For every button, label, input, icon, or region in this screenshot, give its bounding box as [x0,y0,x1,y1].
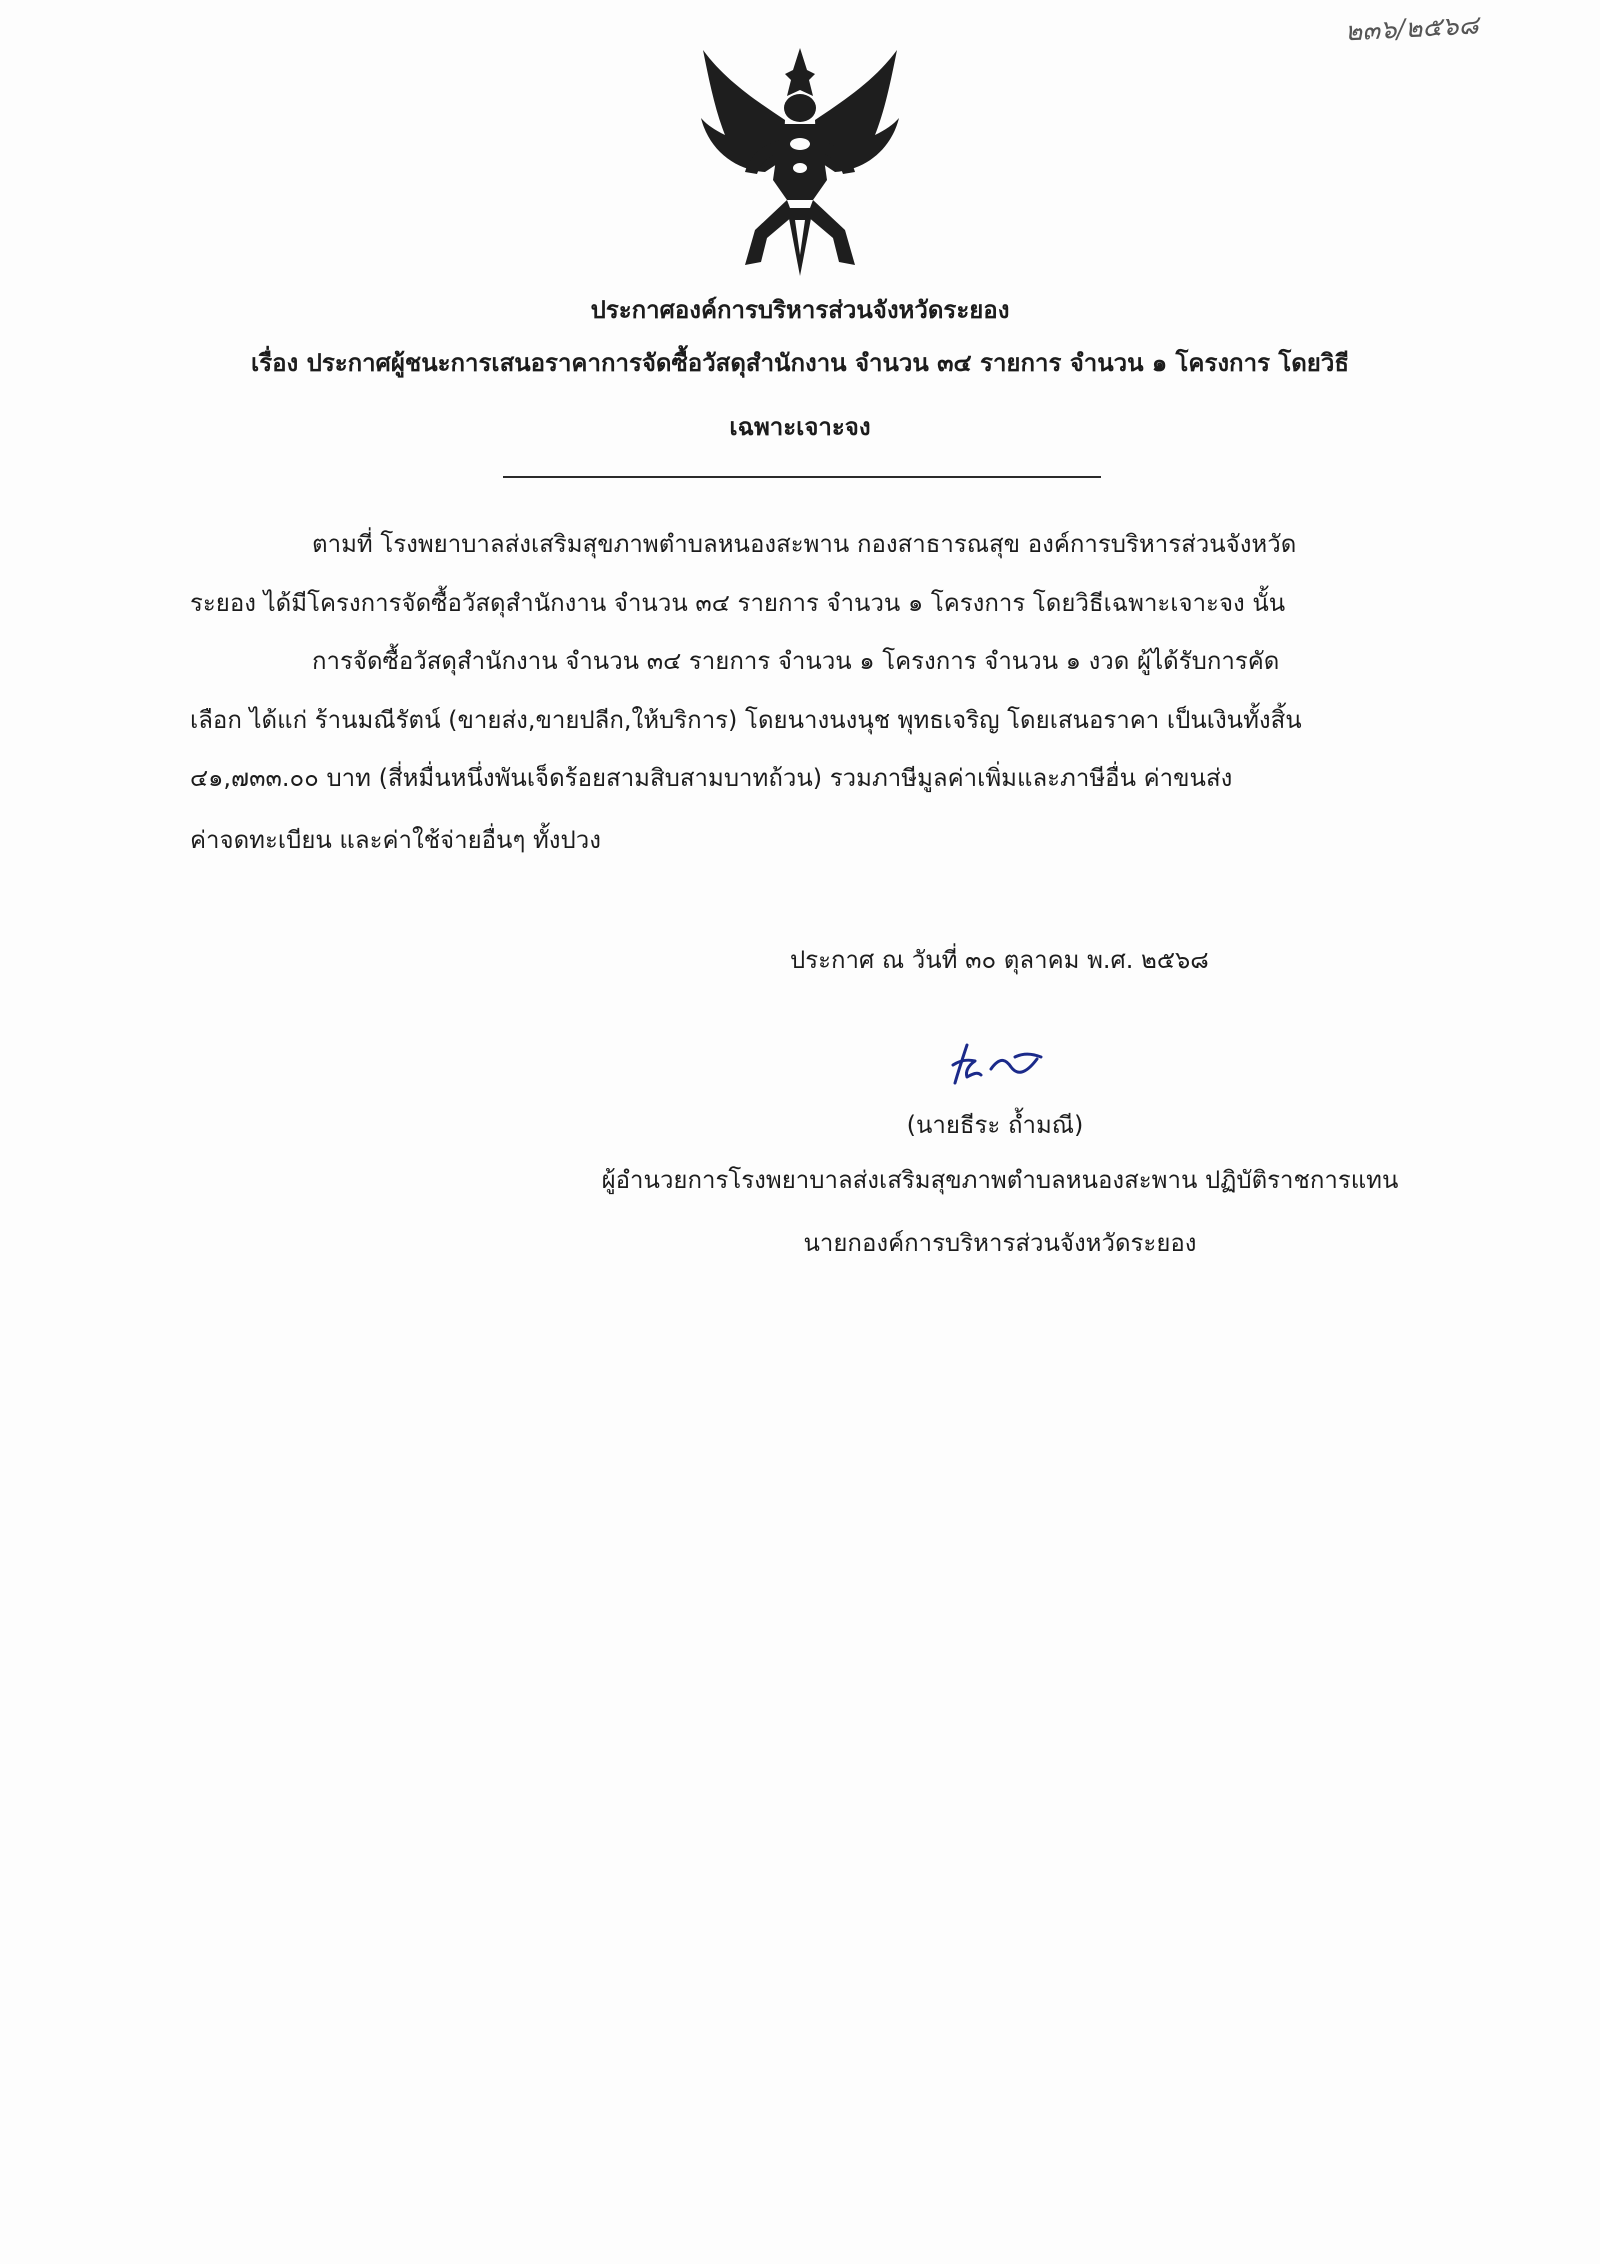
announcement-title: ประกาศองค์การบริหารส่วนจังหวัดระยอง [590,296,1010,324]
body-line-5: ๔๑,๗๓๓.๐๐ บาท (สี่หมื่นหนึ่งพันเจ็ดร้อยสามสิบสามบาทถ้วน) รวมภาษีมูลค่าเพิ่มและภาษีอื่น ค่าขนส่ง [190,764,1233,792]
subject-line-2: เฉพาะเจาะจง [729,413,871,441]
handwritten-signature [945,1035,1065,1090]
body-line-6: ค่าจดทะเบียน และค่าใช้จ่ายอื่นๆ ทั้งปวง [190,826,601,854]
announcement-date: ประกาศ ณ วันที่ ๓๐ ตุลาคม พ.ศ. ๒๕๖๘ [790,946,1209,974]
subject-line-1: เรื่อง ประกาศผู้ชนะการเสนอราคาการจัดซื้อวัสดุสำนักงาน จำนวน ๓๔ รายการ จำนวน ๑ โครงการ โดยวิธี [251,349,1349,377]
signatory-position-line-2: นายกองค์การบริหารส่วนจังหวัดระยอง [803,1229,1197,1257]
body-line-2: ระยอง ได้มีโครงการจัดซื้อวัสดุสำนักงาน จำนวน ๓๔ รายการ จำนวน ๑ โครงการ โดยวิธีเฉพาะเจาะจง นั้น [190,589,1286,617]
body-line-3: การจัดซื้อวัสดุสำนักงาน จำนวน ๓๔ รายการ จำนวน ๑ โครงการ จำนวน ๑ งวด ผู้ได้รับการคัด [312,647,1280,675]
handwritten-reference-number: ๒๓๖/๒๕๖๘ [1344,10,1480,48]
body-line-4: เลือก ได้แก่ ร้านมณีรัตน์ (ขายส่ง,ขายปลีก,ให้บริการ) โดยนางนงนุช พุทธเจริญ โดยเสนอราคา เป็นเงินทั้งสิ้น [190,706,1302,734]
signatory-name: (นายธีระ ถ้ำมณี) [906,1111,1084,1139]
garuda-emblem-icon [695,40,905,280]
signatory-position-line-1: ผู้อำนวยการโรงพยาบาลส่งเสริมสุขภาพตำบลหนองสะพาน ปฏิบัติราชการแทน [601,1166,1399,1194]
title-divider [503,476,1101,478]
body-line-1: ตามที่ โรงพยาบาลส่งเสริมสุขภาพตำบลหนองสะพาน กองสาธารณสุข องค์การบริหารส่วนจังหวัด [312,530,1297,558]
